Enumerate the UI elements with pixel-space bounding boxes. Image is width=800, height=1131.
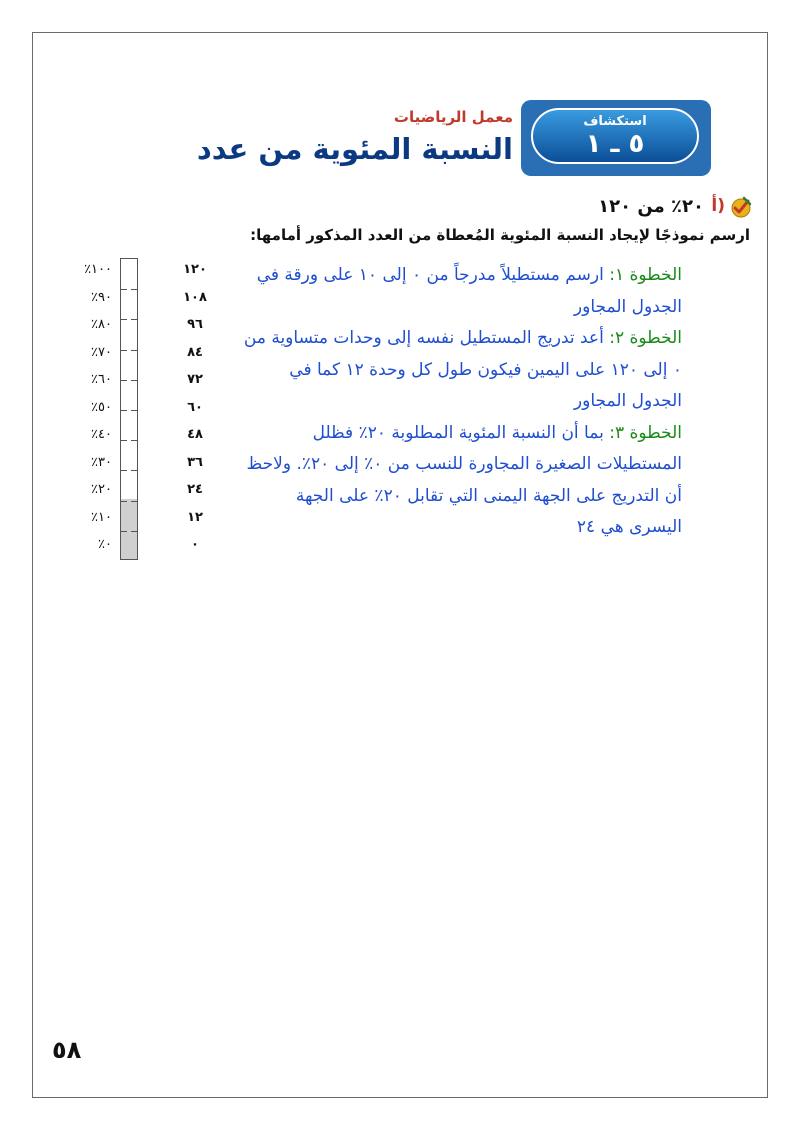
percent-label: ٪٨٠ [91, 317, 112, 332]
bar-tick [121, 440, 127, 441]
bar-tick [131, 289, 137, 290]
step-2-body: أعد تدريج المستطيل نفسه إلى وحدات متساوية من ٠ إلى ١٢٠ على اليمين فيكون طول كل وحدة ١٢ كما في الجدول المجاور [243, 328, 682, 411]
percent-label: ٪٢٠ [91, 482, 112, 497]
step-3-body: بما أن النسبة المئوية المطلوبة ٢٠٪ فظلل المستطيلات الصغيرة المجاورة للنسب من ٠٪ إلى ٢٠٪. ولاحظ أن التدريج على الجهة اليمنى التي تقابل ٢٠٪ على الجهة اليسرى هي ٢٤ [246, 422, 682, 537]
number-label: ٢٤ [187, 482, 203, 497]
bar-tick [121, 470, 127, 471]
step-3-head: الخطوة ٣: [609, 422, 682, 443]
shaded-region [121, 499, 137, 559]
number-label: ١٠٨ [183, 289, 207, 305]
percent-label: ٪١٠٠ [84, 262, 112, 277]
number-label: ٤٨ [187, 427, 203, 442]
bar-tick [131, 470, 137, 471]
percent-bar-model [120, 258, 138, 560]
question-letter: أ) [711, 196, 725, 216]
percent-label: ٪٦٠ [91, 372, 112, 387]
percent-label: ٪٥٠ [91, 399, 112, 415]
badge-pill [531, 108, 699, 164]
bar-tick [131, 319, 137, 320]
bar-tick [131, 440, 137, 441]
number-label: ١٢٠ [183, 262, 207, 277]
number-label: ٨٤ [187, 344, 203, 360]
bar-tick [121, 380, 127, 381]
step-1-head: الخطوة ١: [609, 265, 682, 285]
page-frame [32, 32, 768, 1098]
step-2 [240, 323, 682, 418]
bar-tick [121, 319, 127, 320]
bar-tick [121, 289, 127, 290]
bar-tick [121, 501, 127, 502]
number-label: ٧٢ [187, 372, 203, 387]
number-label: ٠ [191, 537, 199, 552]
bar-tick [131, 410, 137, 411]
bar-tick [121, 410, 127, 411]
badge-number: ٥ ـ ١ [585, 129, 645, 159]
number-label: ٦٠ [187, 399, 203, 415]
number-label: ٩٦ [187, 317, 203, 332]
explore-badge [521, 100, 711, 176]
percent-label: ٪٧٠ [91, 344, 112, 360]
bar-tick [131, 380, 137, 381]
badge-label: استكشاف [583, 114, 647, 129]
percent-label: ٪٣٠ [91, 454, 112, 470]
number-label: ١٢ [187, 509, 203, 525]
lab-name: معمل الرياضيات [393, 108, 513, 126]
percent-label: ٪٩٠ [91, 289, 112, 305]
percent-label: ٪١٠ [91, 509, 112, 525]
bar-tick [131, 501, 137, 502]
page-number: ٥٨ [52, 1036, 82, 1064]
steps-text [240, 260, 682, 544]
step-1 [240, 260, 682, 323]
check-pencil-icon [729, 195, 753, 219]
instruction-text: ارسم نموذجًا لإيجاد النسبة المئوية المُعطاة من العدد المذكور أمامها: [250, 226, 750, 244]
lesson-title: النسبة المئوية من عدد [196, 132, 513, 166]
step-2-head: الخطوة ٢: [609, 328, 682, 348]
bar-tick [121, 350, 127, 351]
step-3 [240, 418, 682, 544]
number-label: ٣٦ [187, 454, 203, 470]
bar-tick [131, 350, 137, 351]
question-text: ٢٠٪ من ١٢٠ [598, 196, 704, 217]
percent-label: ٪٤٠ [91, 427, 112, 442]
bar-tick [131, 531, 137, 532]
bar-tick [121, 531, 127, 532]
step-1-body: ارسم مستطيلاً مدرجاً من ٠ إلى ١٠ على ورقة في الجدول المجاور [256, 265, 682, 317]
percent-label: ٪٠ [98, 537, 112, 552]
